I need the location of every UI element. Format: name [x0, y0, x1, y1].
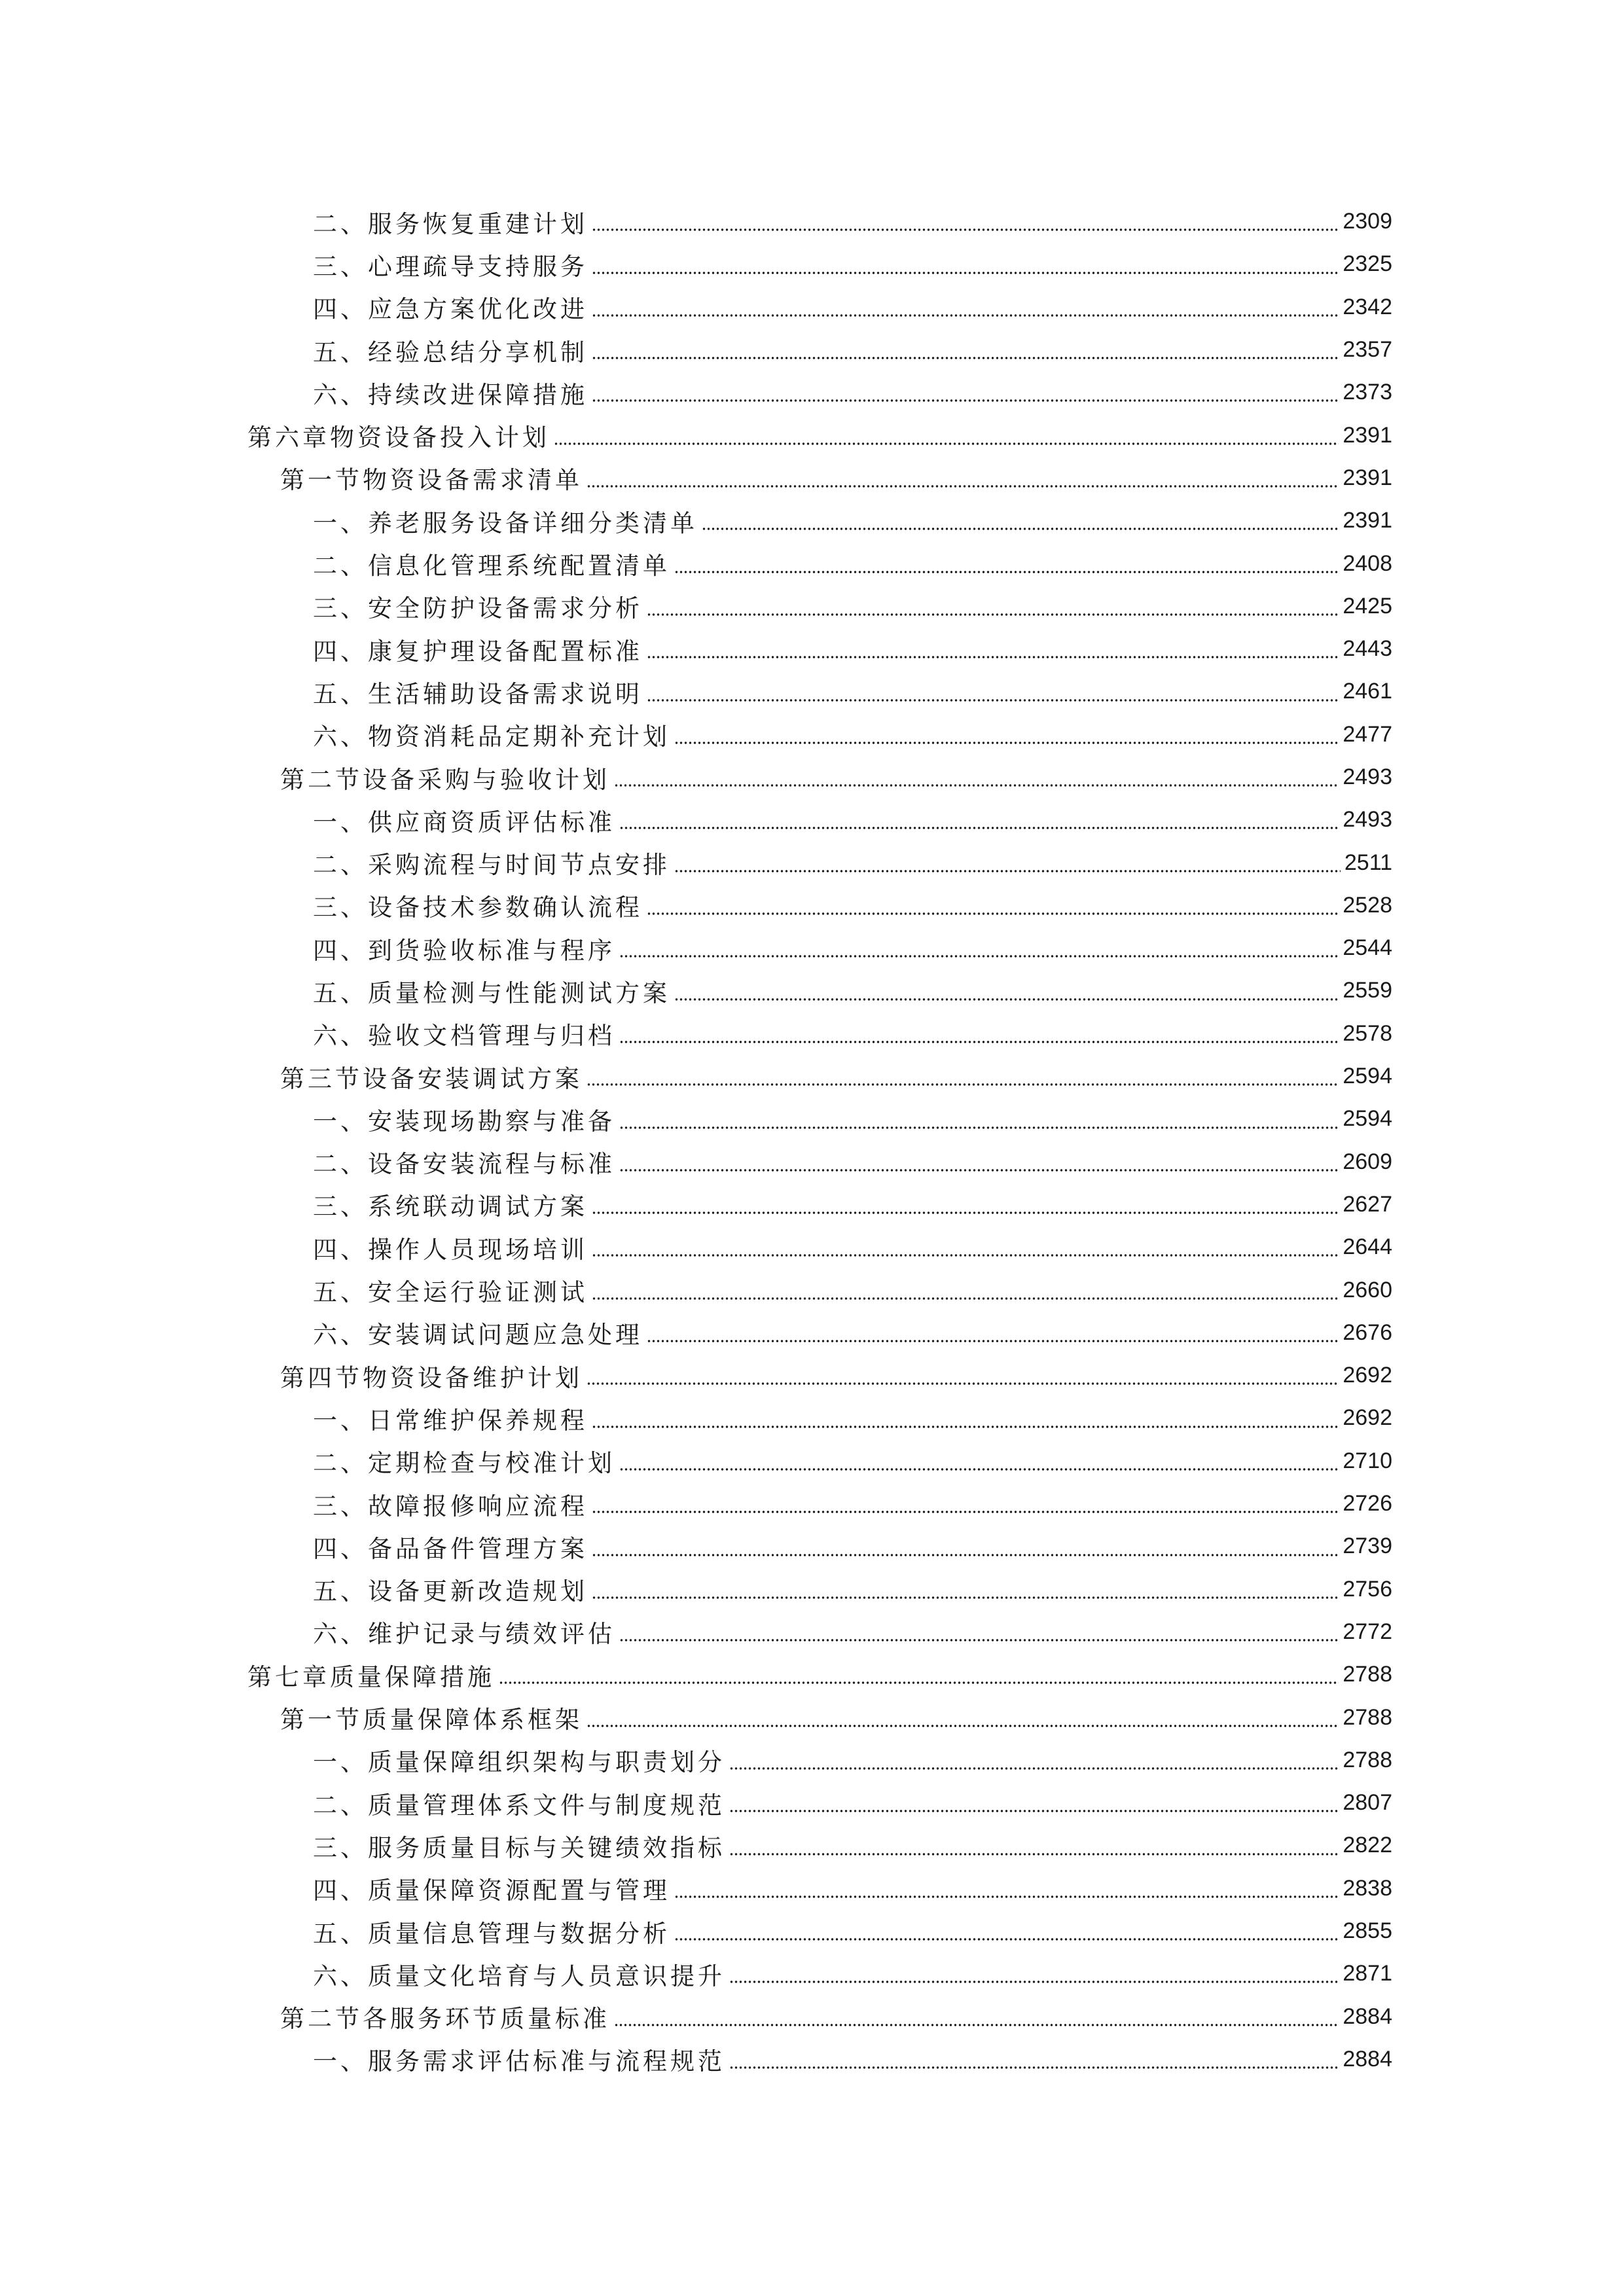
toc-entry-row — [313, 841, 1392, 884]
toc-entry-row — [247, 1653, 1392, 1696]
toc-entry-title: 四、应急方案优化改进 — [313, 295, 588, 324]
toc-entry-title: 一、养老服务设备详细分类清单 — [313, 509, 698, 537]
toc-entry-page-number: 2325 — [1343, 251, 1392, 277]
toc-entry-title: 六、验收文档管理与归档 — [313, 1022, 615, 1050]
dot-leader — [674, 870, 1341, 872]
toc-entry-page-number: 2676 — [1343, 1319, 1392, 1345]
toc-entry-level-3[interactable] — [0, 1226, 1624, 1268]
toc-entry-title: 一、服务需求评估标准与流程规范 — [313, 2047, 725, 2076]
toc-entry-level-3[interactable] — [0, 1268, 1624, 1311]
toc-entry-page-number: 2739 — [1343, 1534, 1392, 1559]
toc-entry-row — [313, 713, 1392, 756]
toc-entry-row — [313, 2038, 1392, 2081]
toc-entry-page-number: 2627 — [1343, 1191, 1392, 1217]
toc-entry-title: 第四节物资设备维护计划 — [280, 1363, 583, 1392]
toc-entry-title: 二、采购流程与时间节点安排 — [313, 851, 670, 880]
toc-entry-row — [313, 371, 1392, 414]
toc-entry-row — [313, 286, 1392, 329]
toc-entry-row — [313, 1867, 1392, 1910]
toc-entry-title: 六、维护记录与绩效评估 — [313, 1620, 615, 1649]
toc-entry-page-number: 2871 — [1343, 1961, 1392, 1986]
toc-entry-page-number: 2807 — [1343, 1790, 1392, 1816]
toc-entry-level-3[interactable] — [0, 1952, 1624, 1995]
dot-leader — [592, 357, 1339, 359]
toc-entry-title: 三、设备技术参数确认流程 — [313, 893, 643, 922]
dot-leader — [729, 1853, 1339, 1856]
toc-entry-level-3[interactable] — [0, 1611, 1624, 1653]
toc-entry-level-3[interactable] — [0, 542, 1624, 584]
toc-entry-row — [313, 499, 1392, 542]
toc-entry-title: 四、质量保障资源配置与管理 — [313, 1876, 670, 1905]
toc-entry-level-2[interactable] — [0, 1055, 1624, 1098]
toc-entry-page-number: 2609 — [1343, 1149, 1392, 1174]
toc-entry-row — [313, 1782, 1392, 1824]
toc-entry-page-number: 2692 — [1343, 1363, 1392, 1388]
toc-entry-level-3[interactable] — [0, 585, 1624, 628]
toc-entry-level-3[interactable] — [0, 1141, 1624, 1183]
toc-entry-level-3[interactable] — [0, 371, 1624, 414]
toc-entry-row — [313, 1397, 1392, 1439]
dot-leader — [729, 1810, 1339, 1812]
toc-entry-page-number: 2391 — [1343, 422, 1392, 448]
toc-entry-title: 一、供应商资质评估标准 — [313, 808, 615, 836]
toc-entry-row — [313, 243, 1392, 285]
toc-entry-page-number: 2660 — [1343, 1277, 1392, 1302]
toc-entry-title: 三、故障报修响应流程 — [313, 1492, 588, 1520]
toc-entry-row — [313, 884, 1392, 927]
dot-leader — [586, 1382, 1339, 1385]
toc-entry-level-2[interactable] — [0, 756, 1624, 798]
toc-entry-row — [280, 1696, 1392, 1738]
toc-entry-level-2[interactable] — [0, 457, 1624, 499]
dot-leader — [592, 228, 1339, 231]
dot-leader — [592, 272, 1339, 274]
toc-entry-level-3[interactable] — [0, 1910, 1624, 1952]
toc-entry-title: 五、质量信息管理与数据分析 — [313, 1919, 670, 1948]
toc-entry-row — [313, 670, 1392, 713]
toc-entry-title: 一、质量保障组织架构与职责划分 — [313, 1748, 725, 1777]
toc-entry-level-3[interactable] — [0, 1782, 1624, 1824]
toc-entry-title: 第一节物资设备需求清单 — [280, 466, 583, 495]
dot-leader — [674, 1938, 1339, 1941]
toc-entry-level-3[interactable] — [0, 1568, 1624, 1611]
toc-entry-row — [313, 200, 1392, 243]
toc-entry-level-3[interactable] — [0, 884, 1624, 927]
toc-entry-level-2[interactable] — [0, 1995, 1624, 2037]
toc-entry-title: 五、质量检测与性能测试方案 — [313, 978, 670, 1007]
dot-leader — [619, 827, 1339, 829]
toc-entry-page-number: 2788 — [1343, 1662, 1392, 1687]
toc-entry-row — [280, 1995, 1392, 2037]
dot-leader — [729, 1767, 1339, 1770]
toc-entry-page-number: 2357 — [1343, 337, 1392, 363]
toc-entry-row — [313, 1098, 1392, 1140]
toc-entry-page-number: 2838 — [1343, 1875, 1392, 1901]
dot-leader — [647, 912, 1339, 915]
toc-entry-page-number: 2544 — [1343, 935, 1392, 961]
toc-entry-level-3[interactable] — [0, 1867, 1624, 1910]
toc-entry-page-number: 2391 — [1343, 508, 1392, 533]
toc-entry-title: 二、设备安装流程与标准 — [313, 1150, 615, 1179]
toc-entry-page-number: 2373 — [1343, 380, 1392, 405]
toc-entry-row — [313, 329, 1392, 371]
toc-entry-page-number: 2443 — [1343, 636, 1392, 662]
toc-entry-title: 一、日常维护保养规程 — [313, 1406, 588, 1435]
toc-entry-row — [313, 1824, 1392, 1867]
toc-entry-level-3[interactable] — [0, 1739, 1624, 1782]
toc-entry-row — [313, 1482, 1392, 1525]
toc-entry-row — [280, 1055, 1392, 1098]
dot-leader — [674, 1895, 1339, 1898]
dot-leader — [592, 1211, 1339, 1214]
toc-entry-title: 第一节质量保障体系框架 — [280, 1706, 583, 1734]
toc-entry-page-number: 2710 — [1343, 1448, 1392, 1473]
toc-entry-title: 五、设备更新改造规划 — [313, 1577, 588, 1606]
toc-entry-page-number: 2425 — [1343, 593, 1392, 619]
toc-entry-row — [313, 1141, 1392, 1183]
toc-entry-title: 四、到货验收标准与程序 — [313, 936, 615, 965]
toc-entry-level-3[interactable] — [0, 927, 1624, 969]
toc-entry-level-3[interactable] — [0, 1397, 1624, 1439]
toc-entry-level-3[interactable] — [0, 1525, 1624, 1568]
dot-leader — [647, 656, 1339, 658]
toc-entry-level-3[interactable] — [0, 2038, 1624, 2081]
toc-entry-row — [313, 969, 1392, 1012]
toc-entry-level-2[interactable] — [0, 1696, 1624, 1738]
toc-entry-level-3[interactable] — [0, 200, 1624, 243]
dot-leader — [647, 699, 1339, 702]
dot-leader — [619, 1639, 1339, 1641]
toc-entry-row — [313, 1013, 1392, 1055]
toc-entry-title: 三、心理疏导支持服务 — [313, 252, 588, 281]
toc-entry-level-1[interactable] — [0, 414, 1624, 456]
dot-leader — [614, 2024, 1339, 2026]
toc-entry-page-number: 2578 — [1343, 1020, 1392, 1046]
toc-entry-page-number: 2644 — [1343, 1234, 1392, 1260]
toc-entry-level-1[interactable] — [0, 1653, 1624, 1696]
toc-entry-title: 三、服务质量目标与关键绩效指标 — [313, 1833, 725, 1862]
toc-entry-title: 四、备品备件管理方案 — [313, 1534, 588, 1563]
toc-entry-level-3[interactable] — [0, 798, 1624, 841]
toc-entry-page-number: 2884 — [1343, 2046, 1392, 2072]
toc-entry-row — [313, 1568, 1392, 1611]
toc-entry-row — [313, 585, 1392, 628]
dot-leader — [729, 2066, 1339, 2069]
toc-entry-page-number: 2493 — [1343, 764, 1392, 789]
toc-entry-title: 第六章物资设备投入计划 — [247, 423, 550, 452]
toc-entry-level-3[interactable] — [0, 1440, 1624, 1482]
toc-entry-page-number: 2391 — [1343, 465, 1392, 490]
toc-entry-row — [313, 927, 1392, 969]
toc-entry-page-number: 2511 — [1344, 850, 1392, 875]
toc-entry-page-number: 2884 — [1343, 2003, 1392, 2029]
toc-entry-level-3[interactable] — [0, 628, 1624, 670]
toc-entry-title: 二、质量管理体系文件与制度规范 — [313, 1791, 725, 1820]
toc-entry-row — [313, 1226, 1392, 1268]
toc-entry-level-2[interactable] — [0, 1354, 1624, 1397]
toc-entry-page-number: 2342 — [1343, 294, 1392, 319]
toc-entry-level-3[interactable] — [0, 329, 1624, 371]
toc-entry-row — [247, 414, 1392, 456]
toc-entry-title: 六、持续改进保障措施 — [313, 380, 588, 409]
dot-leader — [619, 1041, 1339, 1043]
toc-entry-page-number: 2477 — [1343, 721, 1392, 747]
dot-leader — [614, 784, 1339, 787]
toc-entry-row — [280, 457, 1392, 499]
toc-entry-page-number: 2594 — [1343, 1106, 1392, 1132]
dot-leader — [592, 1554, 1339, 1556]
toc-entry-page-number: 2788 — [1343, 1704, 1392, 1730]
toc-entry-row — [313, 628, 1392, 670]
toc-entry-row — [313, 1183, 1392, 1226]
toc-entry-title: 四、操作人员现场培训 — [313, 1235, 588, 1264]
toc-entry-title: 五、安全运行验证测试 — [313, 1278, 588, 1307]
toc-entry-page-number: 2594 — [1343, 1064, 1392, 1089]
toc-entry-page-number: 2726 — [1343, 1491, 1392, 1516]
dot-leader — [592, 1426, 1339, 1428]
toc-entry-title: 二、定期检查与校准计划 — [313, 1449, 615, 1478]
dot-leader — [592, 1254, 1339, 1257]
toc-entry-title: 二、服务恢复重建计划 — [313, 209, 588, 238]
table-of-contents — [0, 200, 1624, 2081]
toc-entry-row — [313, 542, 1392, 584]
toc-entry-title: 第二节设备采购与验收计划 — [280, 765, 610, 794]
toc-entry-row — [313, 1611, 1392, 1653]
toc-entry-level-3[interactable] — [0, 969, 1624, 1012]
toc-entry-row — [280, 756, 1392, 798]
dot-leader — [619, 1169, 1339, 1172]
toc-entry-title: 五、经验总结分享机制 — [313, 338, 588, 367]
toc-entry-page-number: 2309 — [1343, 209, 1392, 234]
toc-entry-row — [313, 1910, 1392, 1952]
dot-leader — [586, 1725, 1339, 1727]
toc-entry-page-number: 2756 — [1343, 1576, 1392, 1602]
toc-entry-title: 第三节设备安装调试方案 — [280, 1064, 583, 1093]
dot-leader — [499, 1681, 1339, 1684]
toc-entry-row — [313, 1952, 1392, 1995]
dot-leader — [554, 442, 1339, 445]
dot-leader — [674, 571, 1339, 573]
toc-entry-level-3[interactable] — [0, 1482, 1624, 1525]
toc-entry-page-number: 2855 — [1343, 1918, 1392, 1944]
toc-entry-page-number: 2692 — [1343, 1405, 1392, 1431]
toc-entry-page-number: 2559 — [1343, 978, 1392, 1003]
toc-entry-title: 五、生活辅助设备需求说明 — [313, 679, 643, 708]
toc-entry-page-number: 2461 — [1343, 679, 1392, 704]
toc-entry-row — [313, 1312, 1392, 1354]
toc-entry-row — [313, 1525, 1392, 1568]
dot-leader — [729, 1981, 1339, 1983]
toc-entry-title: 六、安装调试问题应急处理 — [313, 1321, 643, 1350]
toc-entry-level-3[interactable] — [0, 243, 1624, 285]
dot-leader — [592, 1511, 1339, 1513]
dot-leader — [592, 1596, 1339, 1599]
toc-entry-title: 二、信息化管理系统配置清单 — [313, 552, 670, 581]
toc-entry-page-number: 2528 — [1343, 892, 1392, 918]
toc-entry-page-number: 2493 — [1343, 807, 1392, 833]
toc-entry-row — [280, 1354, 1392, 1397]
toc-entry-page-number: 2772 — [1343, 1619, 1392, 1644]
dot-leader — [619, 1126, 1339, 1129]
toc-entry-row — [313, 798, 1392, 841]
toc-entry-title: 六、质量文化培育与人员意识提升 — [313, 1962, 725, 1990]
toc-entry-level-3[interactable] — [0, 1824, 1624, 1867]
dot-leader — [592, 1297, 1339, 1300]
toc-entry-page-number: 2788 — [1343, 1747, 1392, 1772]
toc-entry-level-3[interactable] — [0, 1098, 1624, 1140]
toc-entry-level-3[interactable] — [0, 713, 1624, 756]
dot-leader — [586, 1083, 1339, 1086]
dot-leader — [702, 528, 1339, 530]
toc-entry-title: 四、康复护理设备配置标准 — [313, 637, 643, 666]
toc-entry-page-number: 2408 — [1343, 550, 1392, 576]
toc-entry-row — [313, 1440, 1392, 1482]
dot-leader — [592, 399, 1339, 402]
dot-leader — [619, 1468, 1339, 1471]
dot-leader — [619, 955, 1339, 958]
dot-leader — [647, 1340, 1339, 1342]
dot-leader — [674, 742, 1339, 744]
toc-entry-title: 六、物资消耗品定期补充计划 — [313, 723, 670, 751]
dot-leader — [592, 314, 1339, 317]
toc-entry-level-3[interactable] — [0, 499, 1624, 542]
toc-entry-level-3[interactable] — [0, 841, 1624, 884]
dot-leader — [674, 998, 1339, 1001]
toc-entry-row — [313, 1739, 1392, 1782]
toc-entry-level-3[interactable] — [0, 1183, 1624, 1226]
toc-entry-title: 一、安装现场勘察与准备 — [313, 1107, 615, 1136]
toc-entry-level-3[interactable] — [0, 1013, 1624, 1055]
toc-entry-level-3[interactable] — [0, 286, 1624, 329]
toc-entry-level-3[interactable] — [0, 670, 1624, 713]
dot-leader — [647, 613, 1339, 616]
toc-entry-page-number: 2822 — [1343, 1833, 1392, 1858]
toc-entry-title: 三、系统联动调试方案 — [313, 1193, 588, 1221]
dot-leader — [586, 485, 1339, 488]
toc-entry-title: 第二节各服务环节质量标准 — [280, 2005, 610, 2034]
toc-entry-row — [313, 1268, 1392, 1311]
toc-entry-level-3[interactable] — [0, 1312, 1624, 1354]
toc-entry-title: 三、安全防护设备需求分析 — [313, 594, 643, 623]
toc-entry-title: 第七章质量保障措施 — [247, 1662, 495, 1691]
